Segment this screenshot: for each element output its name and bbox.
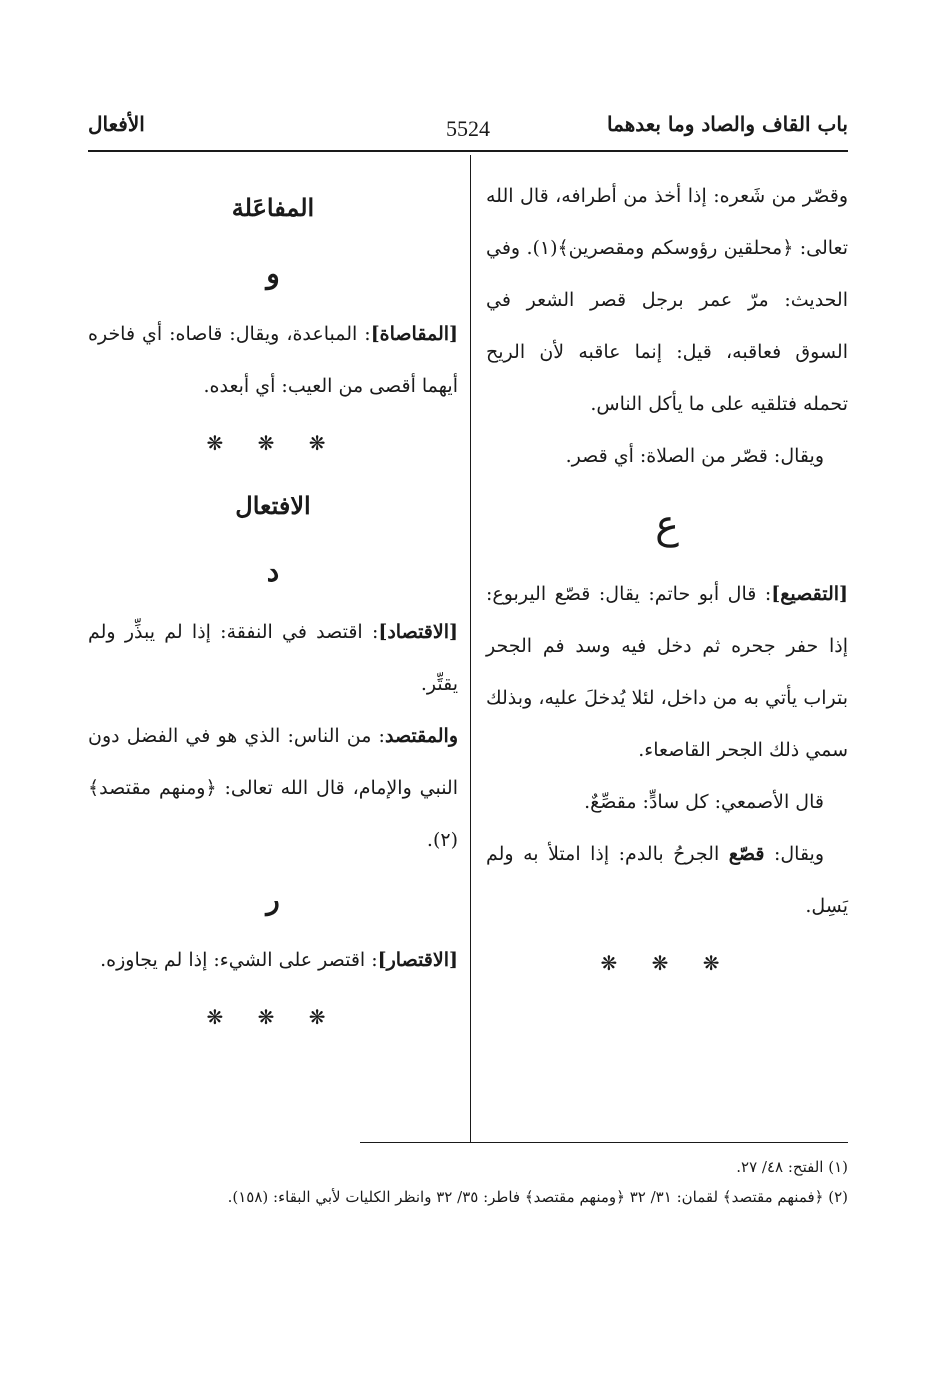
entry-qassa-text: الجرحُ بالدم: إذا امتلأ به ولم يَسِل. (486, 843, 848, 917)
section-title-iftial: الافتعال (235, 491, 311, 520)
letter-heading-waw: و (266, 257, 280, 290)
entry-muqasat (88, 308, 458, 412)
footnote-1: (١) الفتح: ٤٨/ ٢٧. (736, 1158, 848, 1176)
footnotes (88, 1152, 848, 1212)
header-rule (88, 150, 848, 152)
entry-iqtisad (88, 606, 458, 710)
running-head-section: الأفعال (88, 112, 145, 136)
headword-muqasat: [المقاصاة] (370, 323, 458, 345)
entry-iqtisad-text: : اقتصد في النفقة: إذا لم يبذِّر ولم يقتِّر. (88, 621, 458, 695)
entry-muqasat-text: : المباعدة، ويقال: قاصاه: أي فاخره أيهما أقصى من العيب: أي أبعده. (88, 323, 458, 397)
section-stars-right: ❋ ❋ ❋ (600, 951, 734, 975)
page-number: 5524 (446, 116, 490, 141)
entry-muqtasid-text: : من الناس: الذي هو في الفضل دون النبي والإمام، قال الله تعالى: ﴿ومنهم مقتصد﴾(٢). (88, 725, 458, 851)
right-column (486, 170, 848, 994)
headword-muqtasid: والمقتصد (384, 725, 458, 747)
entry-taqsi-text: : قال أبو حاتم: يقال: قصّع اليربوع: إذا حفر جحره ثم دخل فيه وسد فم الجحر بتراب يأتي به من داخل، لئلا يُدخلَ عليه، وبذلك سمي ذلك الجحر القاصعاء. (486, 583, 848, 761)
paragraph-qassara: وقصّر من شَعره: إذا أخذ من أطرافه، قال الله تعالى: ﴿محلقين رؤوسكم ومقصرين﴾(١). وفي الحديث: مرّ عمر برجل قصر الشعر في السوق فعاقبه، قيل: إنما عاقبه لأن الريح تحمله فتلقيه على ما يأكل الناس. (486, 185, 848, 415)
column-divider (470, 155, 471, 1143)
section-stars-left-2: ❋ ❋ ❋ (206, 1005, 340, 1029)
entry-iqtisar-text: : اقتصر على الشيء: إذا لم يجاوزه. (100, 949, 378, 971)
entry-asmai: قال الأصمعي: كل سادٍّ: مقصِّعٌ. (584, 791, 824, 813)
section-title-mufaala: المفاعَلة (231, 193, 315, 222)
paragraph-salat: ويقال: قصّر من الصلاة: أي قصر. (565, 445, 824, 467)
running-head (88, 112, 848, 152)
letter-heading-dal: د (266, 555, 280, 588)
letter-heading-ra: ر (266, 883, 280, 916)
entry-taqsi (486, 568, 848, 776)
headword-iqtisad: [الاقتصاد] (378, 621, 458, 643)
running-head-chapter: باب القاف والصاد وما بعدهما (607, 112, 848, 136)
headword-qassa: قصّع (728, 843, 765, 865)
entry-muqtasid (88, 710, 458, 866)
entry-qassa-jurh (486, 828, 848, 932)
section-stars-left-1: ❋ ❋ ❋ (206, 431, 340, 455)
entry-qassa-prefix: ويقال: (764, 843, 825, 865)
headword-taqsi: [التقصيع] (771, 583, 848, 605)
footnote-rule (360, 1142, 848, 1143)
entry-iqtisar (88, 934, 458, 986)
footnote-2: (٢) ﴿فمنهم مقتصد﴾ لقمان: ٣١/ ٣٢ ﴿ومنهم مقتصد﴾ فاطر: ٣٥/ ٣٢ وانظر الكليات لأبي البقاء: (١٥٨). (227, 1188, 848, 1206)
letter-heading-ain: ع (655, 502, 679, 548)
left-column (88, 170, 458, 1048)
headword-iqtisar: [الاقتصار] (377, 949, 458, 971)
